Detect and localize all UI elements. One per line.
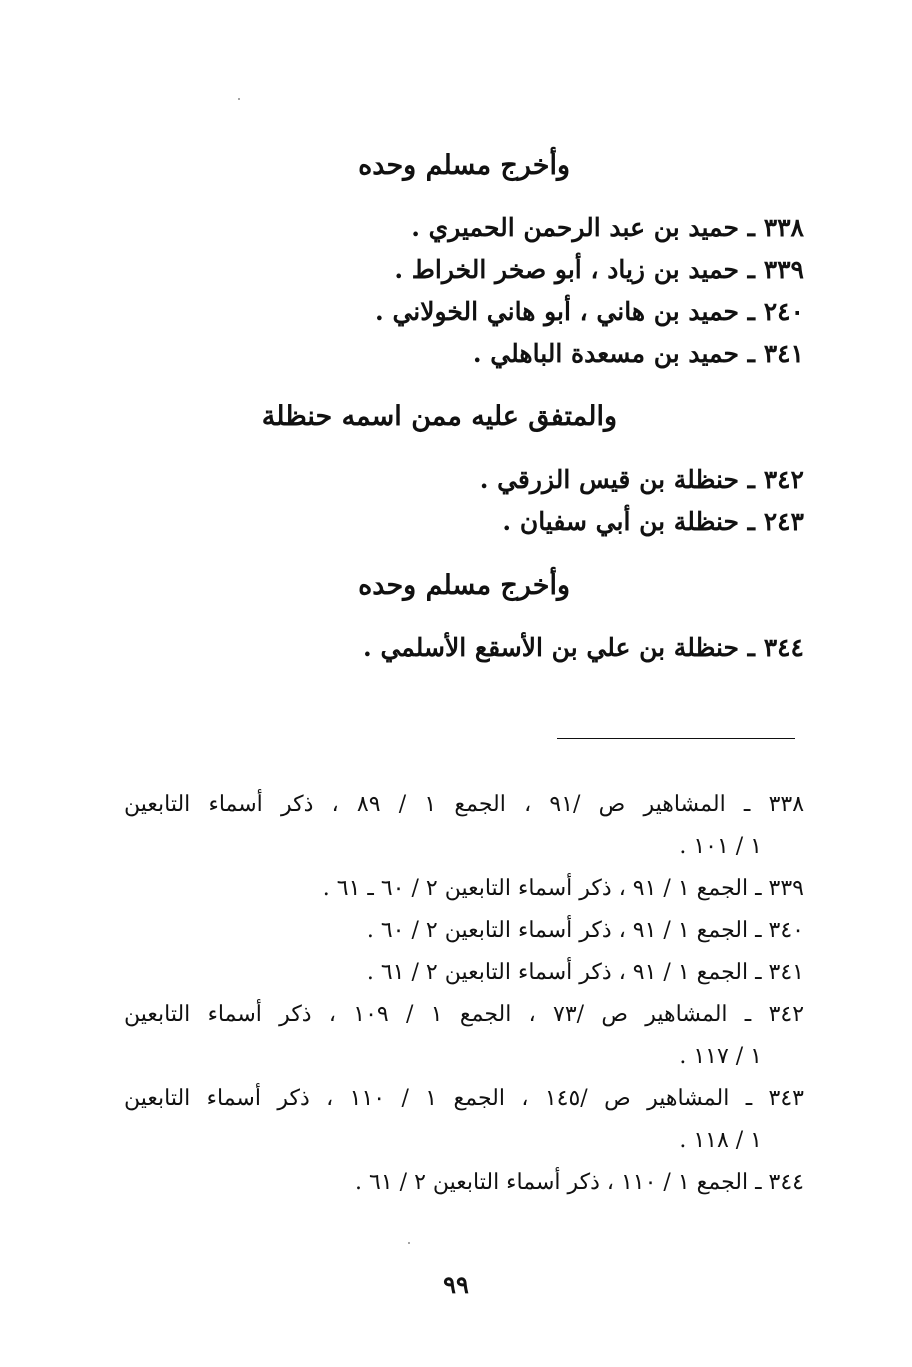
footnote-line: ٣٤٢ ـ المشاهير ص /٧٣ ، الجمع ١ / ١٠٩ ، ذكر أسماء التابعين bbox=[124, 1002, 805, 1027]
footnote-line: ٣٣٩ ـ الجمع ١ / ٩١ ، ذكر أسماء التابعين ٢ / ٦٠ ـ ٦١ . bbox=[322, 876, 804, 901]
entry-line: ٣٤١ ـ حميد بن مسعدة الباهلي . bbox=[472, 339, 804, 368]
footnote-line: ٣٤٠ ـ الجمع ١ / ٩١ ، ذكر أسماء التابعين ٢ / ٦٠ . bbox=[366, 918, 804, 943]
entry-line: ٣٤٤ ـ حنظلة بن علي بن الأسقع الأسلمي . bbox=[363, 633, 804, 662]
section-heading: وأخرج مسلم وحده bbox=[358, 570, 570, 601]
entry-line: ٣٤٢ ـ حنظلة بن قيس الزرقي . bbox=[479, 465, 804, 494]
entry-line: ٣٣٨ ـ حميد بن عبد الرحمن الحميري . bbox=[411, 213, 804, 242]
footnote-line: ٣٤٣ ـ المشاهير ص /١٤٥ ، الجمع ١ / ١١٠ ، ذكر أسماء التابعين bbox=[124, 1086, 804, 1111]
footnote-line: ٣٤٤ ـ الجمع ١ / ١١٠ ، ذكر أسماء التابعين ٢ / ٦١ . bbox=[355, 1170, 804, 1195]
scan-speck bbox=[238, 98, 240, 100]
entry-line: ٣٣٩ ـ حميد بن زياد ، أبو صخر الخراط . bbox=[394, 255, 804, 284]
footnote-separator bbox=[557, 738, 795, 739]
page-number: ٩٩ bbox=[443, 1270, 469, 1299]
entry-line: ٢٤٠ ـ حميد بن هاني ، أبو هاني الخولاني . bbox=[375, 297, 804, 326]
footnote-line: ٣٤١ ـ الجمع ١ / ٩١ ، ذكر أسماء التابعين ٢ / ٦١ . bbox=[366, 960, 804, 985]
scan-speck bbox=[408, 1242, 410, 1244]
section-heading: والمتفق عليه ممن اسمه حنظلة bbox=[261, 401, 617, 432]
footnote-line: ١ / ١١٨ . bbox=[679, 1128, 762, 1153]
entry-line: ٢٤٣ ـ حنظلة بن أبي سفيان . bbox=[502, 507, 804, 536]
section-heading: وأخرج مسلم وحده bbox=[358, 150, 570, 181]
footnote-line: ١ / ١١٧ . bbox=[679, 1044, 762, 1069]
footnote-line: ٣٣٨ ـ المشاهير ص /٩١ ، الجمع ١ / ٨٩ ، ذكر أسماء التابعين bbox=[124, 792, 805, 817]
footnote-line: ١ / ١٠١ . bbox=[679, 834, 762, 859]
